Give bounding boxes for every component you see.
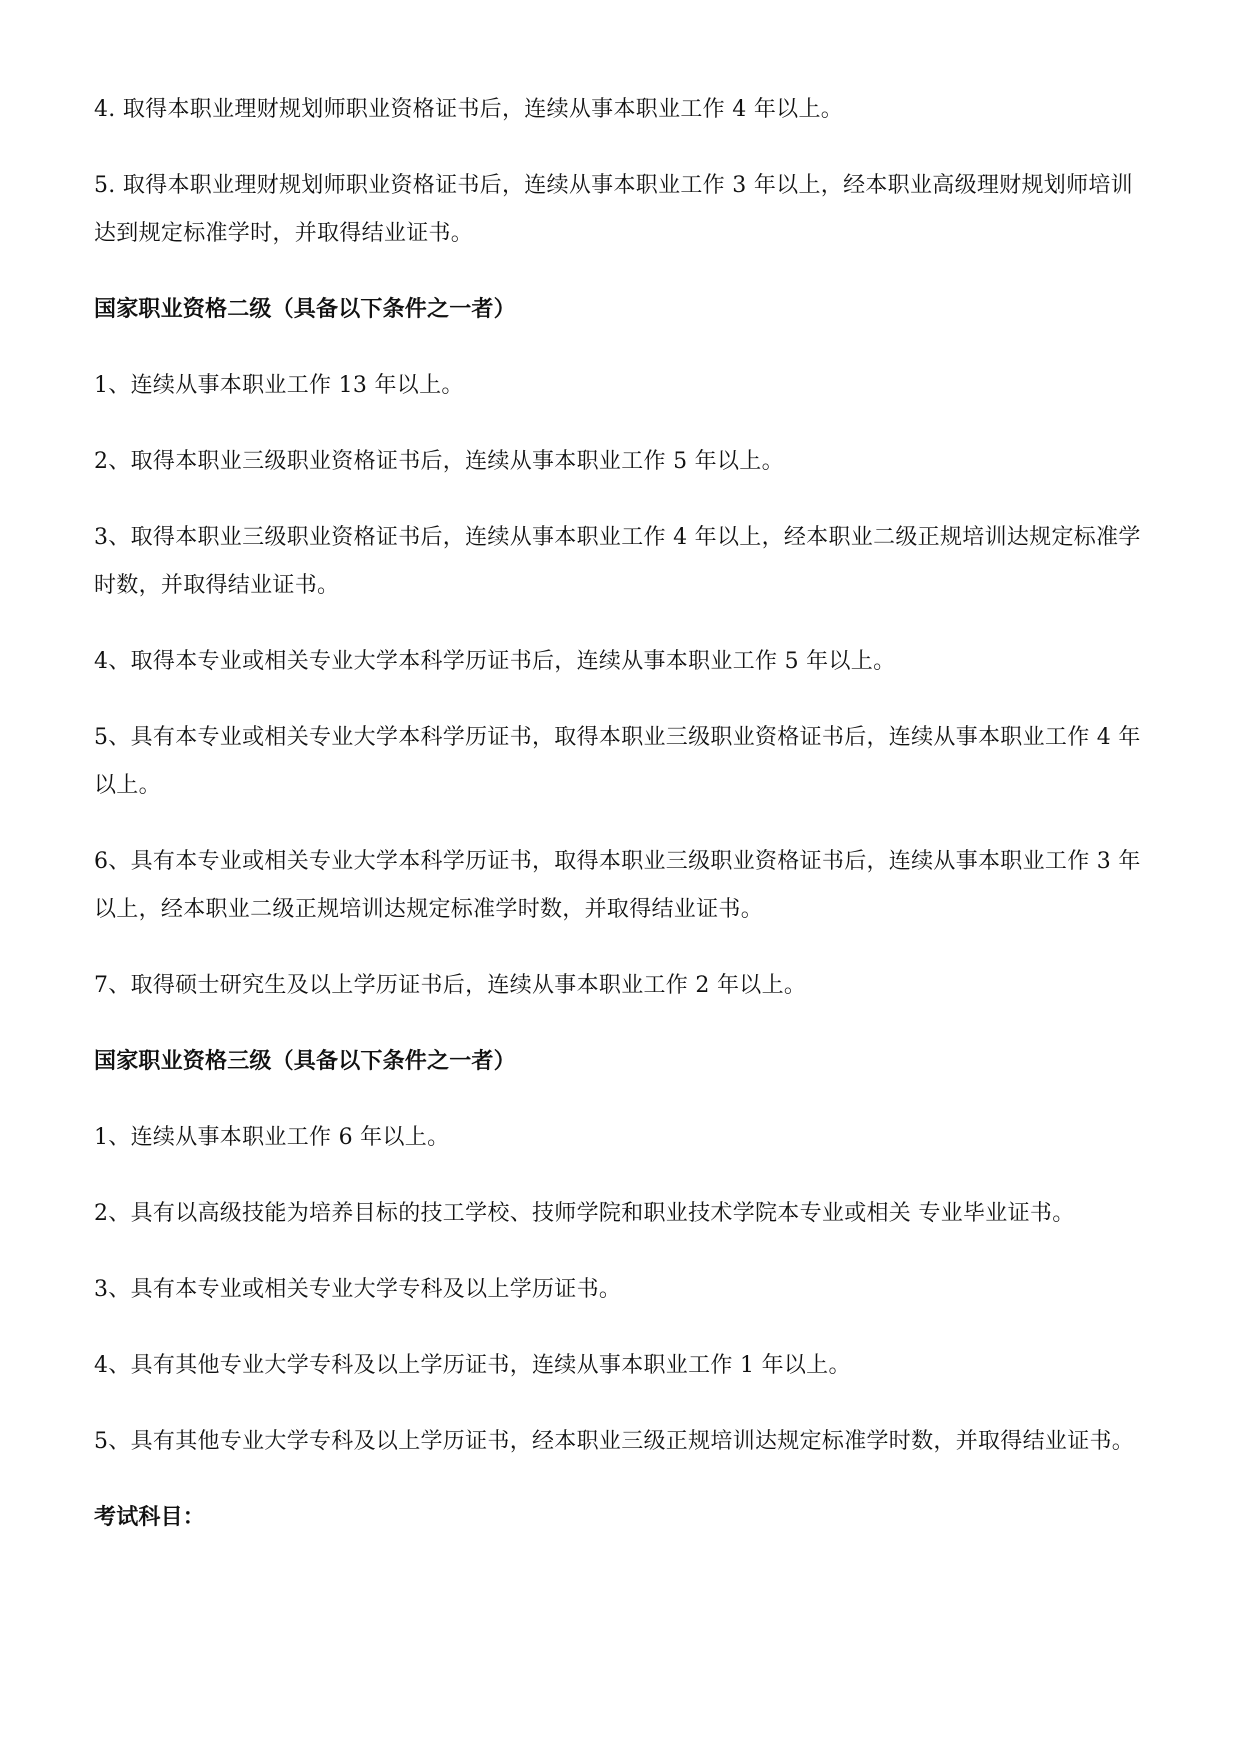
requirement-item: 3、取得本职业三级职业资格证书后，连续从事本职业工作 4 年以上，经本职业二级正规培训达规定标准学时数，并取得结业证书。 <box>94 525 1141 598</box>
requirement-item: 4. 取得本职业理财规划师职业资格证书后，连续从事本职业工作 4 年以上。 <box>94 97 844 122</box>
requirement-item: 6、具有本专业或相关专业大学本科学历证书，取得本职业三级职业资格证书后，连续从事本职业工作 3 年以上，经本职业二级正规培训达规定标准学时数，并取得结业证书。 <box>94 849 1141 922</box>
requirement-item: 1、连续从事本职业工作 6 年以上。 <box>94 1125 450 1150</box>
requirement-item: 3、具有本专业或相关专业大学专科及以上学历证书。 <box>94 1277 622 1302</box>
requirement-item: 5、具有其他专业大学专科及以上学历证书，经本职业三级正规培训达规定标准学时数，并取得结业证书。 <box>94 1429 1135 1454</box>
requirement-item: 4、具有其他专业大学专科及以上学历证书，连续从事本职业工作 1 年以上。 <box>94 1353 851 1378</box>
requirement-item: 4、取得本专业或相关专业大学本科学历证书后，连续从事本职业工作 5 年以上。 <box>94 649 896 674</box>
requirement-item: 7、取得硕士研究生及以上学历证书后，连续从事本职业工作 2 年以上。 <box>94 973 807 998</box>
requirement-item: 2、取得本职业三级职业资格证书后，连续从事本职业工作 5 年以上。 <box>94 449 784 474</box>
requirement-item: 5. 取得本职业理财规划师职业资格证书后，连续从事本职业工作 3 年以上，经本职业高级理财规划师培训达到规定标准学时，并取得结业证书。 <box>94 173 1133 246</box>
document-content <box>94 86 1154 1570</box>
section-heading-level-3: 国家职业资格三级（具备以下条件之一者） <box>94 1049 516 1074</box>
requirement-item: 2、具有以高级技能为培养目标的技工学校、技师学院和职业技术学院本专业或相关 专业毕业证书。 <box>94 1201 1075 1226</box>
requirement-item: 5、具有本专业或相关专业大学本科学历证书，取得本职业三级职业资格证书后，连续从事本职业工作 4 年以上。 <box>94 725 1141 798</box>
requirement-item: 1、连续从事本职业工作 13 年以上。 <box>94 373 464 398</box>
exam-subjects-heading: 考试科目： <box>94 1505 206 1530</box>
section-heading-level-2: 国家职业资格二级（具备以下条件之一者） <box>94 297 516 322</box>
